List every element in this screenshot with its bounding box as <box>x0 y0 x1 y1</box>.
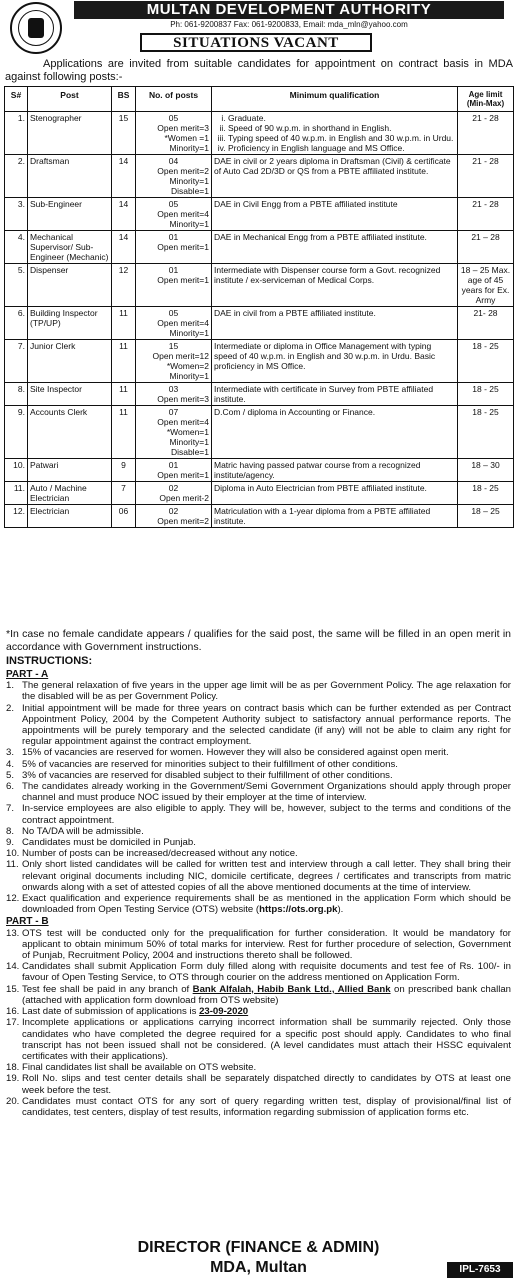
cell-age: 21 – 28 <box>458 231 514 264</box>
instruction-item: 14. Candidates shall submit Application Form duly filled along with requisite documents and test fee of Rs. 100/- in favour of Open Testing Service, to OTS through courier on the address mentioned on Application Form. <box>6 961 511 984</box>
col-header-age: Age limit (Min-Max) <box>458 87 514 112</box>
table-row <box>5 155 514 198</box>
cell-qualification: Intermediate or diploma in Office Management with typing speed of 40 w.p.m. in English and 30 w.p.m. in Urdu. Basic proficiency in MS Office. <box>212 340 458 383</box>
table-row <box>5 482 514 505</box>
cell-posts <box>136 231 212 264</box>
posts-total: 05 <box>168 199 179 209</box>
posts-breakdown: Minority=1 <box>169 371 209 381</box>
cell-age: 21 - 28 <box>458 155 514 198</box>
organization-name: MULTAN DEVELOPMENT AUTHORITY <box>74 1 504 19</box>
instruction-item: 16. Last date of submission of applications is 23-09-2020 <box>6 1006 249 1018</box>
cell-age: 18 - 25 <box>458 383 514 406</box>
instruction-item: 17. Incomplete applications or applications carrying incorrect information shall be summarily rejected. Only those candidates who have completed the degree required for a specific post should apply. Candidates to who final transcript has not been issued shall not be considered. (A level candidates must attach their HSSC equivalent certificates with their applications). <box>6 1017 511 1062</box>
cell-age: 21 - 28 <box>458 198 514 231</box>
cell-qualification: DAE in civil from a PBTE affiliated institute. <box>212 307 458 340</box>
cell-sn: 9. <box>5 406 28 459</box>
posts-total: 05 <box>168 308 179 318</box>
posts-breakdown: Minority=1 <box>169 176 209 186</box>
posts-total: 02 <box>168 483 179 493</box>
cell-post: Junior Clerk <box>28 340 112 383</box>
cell-qualification: Diploma in Auto Electrician from PBTE affiliated institute. <box>212 482 458 505</box>
posts-breakdown: Open merit=4 <box>157 417 209 427</box>
table-row <box>5 383 514 406</box>
qualification-item: i. Graduate. <box>228 113 455 123</box>
cell-bs: 14 <box>112 155 136 198</box>
table-row <box>5 505 514 528</box>
instruction-item: 13. OTS test will be conducted only for the prequalification for further consideration. It would be mandatory for applicant to obtain minimum 50% of total marks for interview. Rest for further procedure of selection, Government of Punjab, Recruitment Policy, 2004 and instructions thereto shall be followed. <box>6 927 511 962</box>
cell-posts <box>136 307 212 340</box>
instructions-title: INSTRUCTIONS: <box>6 655 93 667</box>
posts-breakdown: Minority=1 <box>169 437 209 447</box>
cell-qualification: Matriculation with a 1-year diploma from a PBTE affiliated institute. <box>212 505 458 528</box>
cell-bs: 06 <box>112 505 136 528</box>
cell-posts <box>136 264 212 307</box>
cell-age: 18 - 25 <box>458 406 514 459</box>
posts-breakdown: Minority=1 <box>169 328 209 338</box>
cell-posts <box>136 406 212 459</box>
cell-bs: 14 <box>112 198 136 231</box>
posts-breakdown: Open merit=12 <box>152 351 209 361</box>
cell-sn: 12. <box>5 505 28 528</box>
posts-breakdown: Open merit=4 <box>157 318 209 328</box>
qualification-item: ii. Speed of 90 w.p.m. in shorthand in English. <box>228 123 455 133</box>
cell-posts <box>136 112 212 155</box>
cell-sn: 1. <box>5 112 28 155</box>
table-header-row <box>5 87 514 112</box>
instruction-item: 6. The candidates already working in the Government/Semi Government Organizations should apply through proper channel and must produce NOC issued by their employer at the time of interview. <box>6 781 511 804</box>
posts-breakdown: Disable=1 <box>170 186 209 196</box>
table-row <box>5 198 514 231</box>
cell-posts <box>136 459 212 482</box>
posts-breakdown: Open merit=1 <box>157 470 209 480</box>
col-header-qualification: Minimum qualification <box>212 87 458 112</box>
header <box>0 0 517 83</box>
part-a-heading: PART - A <box>6 669 49 680</box>
posts-breakdown: *Women =1 <box>164 133 209 143</box>
cell-posts <box>136 383 212 406</box>
cell-post: Sub-Engineer <box>28 198 112 231</box>
posts-table <box>4 86 514 528</box>
cell-post: Mechanical Supervisor/ Sub-Engineer (Mechanic) <box>28 231 112 264</box>
cell-posts <box>136 155 212 198</box>
instructions-part-a <box>6 669 511 1118</box>
posts-total: 01 <box>168 265 179 275</box>
cell-post: Electrician <box>28 505 112 528</box>
cell-qualification: D.Com / diploma in Accounting or Finance. <box>212 406 458 459</box>
mda-logo <box>10 2 62 54</box>
instruction-item: 2. Initial appointment will be made for three years on contract basis which can be further extended as per Contract Appointment Policy, 2004 by the Competent Authority subject to satisfactory annual performance reports. The appointments will be purely temporary and the selected candidate (if any) will not be able to claim any right for regular appointment against the contract employment. <box>6 702 511 748</box>
part-b-heading: PART - B <box>6 916 49 928</box>
table-row <box>5 264 514 307</box>
cell-age: 18 – 25 <box>458 505 514 528</box>
table-row <box>5 231 514 264</box>
cell-bs: 11 <box>112 406 136 459</box>
cell-qualification: DAE in Civil Engg from a PBTE affiliated institute <box>212 198 458 231</box>
posts-total: 02 <box>168 506 179 516</box>
instruction-item: 4. 5% of vacancies are reserved for minorities subject to their fulfillment of other conditions. <box>6 758 398 770</box>
cell-qualification: Intermediate with certificate in Survey from PBTE affiliated institute. <box>212 383 458 406</box>
page-title: SITUATIONS VACANT <box>140 33 372 52</box>
cell-bs: 12 <box>112 264 136 307</box>
col-header-bs: BS <box>112 87 136 112</box>
cell-sn: 3. <box>5 198 28 231</box>
cell-sn: 7. <box>5 340 28 383</box>
posts-breakdown: Disable=1 <box>170 447 209 457</box>
posts-breakdown: Minority=1 <box>169 219 209 229</box>
posts-breakdown: Open merit=2 <box>157 516 209 526</box>
cell-bs: 15 <box>112 112 136 155</box>
instruction-item: 12. Exact qualification and experience requirements shall be as mentioned in the application Form which should be downloaded from Open Testing Service (OTS) website (https://ots.org.pk). <box>6 893 511 916</box>
signature-block <box>0 1238 517 1278</box>
posts-breakdown: Open merit=1 <box>157 275 209 285</box>
posts-breakdown: Minority=1 <box>169 143 209 153</box>
table-row <box>5 406 514 459</box>
cell-post: Auto / Machine Electrician <box>28 482 112 505</box>
cell-bs: 14 <box>112 231 136 264</box>
posts-breakdown: Open merit=4 <box>157 209 209 219</box>
posts-total: 01 <box>168 232 179 242</box>
instruction-item: 11. Only short listed candidates will be called for written test and interview through a call letter. They shall bring their relevant original documents including NIC, domicile certificate, degrees / certificates and transcripts from matric onwards along with a set of attested copies of all the above mentioned documents at the time of interview. <box>6 859 511 893</box>
instruction-item: 15. Test fee shall be paid in any branch of Bank Alfalah, Habib Bank Ltd., Allied Bank on prescribed bank challan (attached with application form download from OTS website) <box>6 983 511 1006</box>
posts-breakdown: Open merit=3 <box>157 123 209 133</box>
col-header-post: Post <box>28 87 112 112</box>
instruction-item: 1. The general relaxation of five years in the upper age limit will be as per Government Policy. The age relaxation for the disabled will be as per Government Policy. <box>6 680 511 703</box>
cell-qualification: Matric having passed patwar course from a recognized institute/agency. <box>212 459 458 482</box>
cell-post: Building Inspector (TP/UP) <box>28 307 112 340</box>
cell-qualification: DAE in civil or 2 years diploma in Draftsman (Civil) & certificate of Auto Cad 2D/3D or QS from a PBTE affiliated institute. <box>212 155 458 198</box>
cell-sn: 10. <box>5 459 28 482</box>
ad-reference-badge: IPL-7653 <box>447 1262 513 1278</box>
cell-sn: 4. <box>5 231 28 264</box>
col-header-sn: S# <box>5 87 28 112</box>
cell-post: Stenographer <box>28 112 112 155</box>
posts-total: 03 <box>168 384 179 394</box>
cell-bs: 11 <box>112 307 136 340</box>
cell-bs: 11 <box>112 340 136 383</box>
posts-breakdown: Open merit=1 <box>157 242 209 252</box>
cell-age: 18 – 30 <box>458 459 514 482</box>
cell-qualification: DAE in Mechanical Engg from a PBTE affiliated institute. <box>212 231 458 264</box>
qualification-item: iii. Typing speed of 40 w.p.m. in English and 30 w.p.m. in Urdu. <box>228 133 455 143</box>
posts-total: 04 <box>168 156 179 166</box>
cell-sn: 8. <box>5 383 28 406</box>
table-row <box>5 459 514 482</box>
cell-post: Accounts Clerk <box>28 406 112 459</box>
cell-sn: 6. <box>5 307 28 340</box>
cell-age: 18 – 25 Max. age of 45 years for Ex. Army <box>458 264 514 307</box>
cell-bs: 7 <box>112 482 136 505</box>
posts-total: 15 <box>168 341 179 351</box>
cell-posts <box>136 198 212 231</box>
cell-sn: 11. <box>5 482 28 505</box>
posts-breakdown: Open merit-2 <box>159 493 209 503</box>
intro-text: Applications are invited from suitable candidates for appointment on contract basis in MDA against following posts:- <box>5 58 513 83</box>
instruction-item: 7. In-service employees are also eligible to apply. They will be, however, subject to the terms and conditions of the contract appointment. <box>6 803 511 826</box>
instruction-item: 10. Number of posts can be increased/decreased without any notice. <box>6 848 298 860</box>
cell-bs: 9 <box>112 459 136 482</box>
table-row <box>5 112 514 155</box>
cell-sn: 2. <box>5 155 28 198</box>
posts-breakdown: Open merit=3 <box>157 394 209 404</box>
instruction-item: 18. Final candidates list shall be available on OTS website. <box>6 1062 257 1074</box>
last-date: 23-09-2020 <box>199 1006 249 1018</box>
instruction-item: 9. Candidates must be domiciled in Punjab. <box>6 837 196 849</box>
posts-breakdown: Open merit=2 <box>157 166 209 176</box>
qualification-item: iv. Proficiency in English language and MS Office. <box>228 143 455 153</box>
cell-post: Patwari <box>28 459 112 482</box>
signatory-location: MDA, Multan <box>210 1259 307 1276</box>
posts-breakdown: *Women=2 <box>166 361 209 371</box>
posts-total: 07 <box>168 407 179 417</box>
instruction-item: 5. 3% of vacancies are reserved for disabled subject to their fulfillment of other conditions. <box>6 769 393 781</box>
cell-qualification: Intermediate with Dispenser course form a Govt. recognized institute / ex-serviceman of Medical Corps. <box>212 264 458 307</box>
cell-age: 21 - 28 <box>458 112 514 155</box>
cell-post: Site Inspector <box>28 383 112 406</box>
signatory-title: DIRECTOR (FINANCE & ADMIN) <box>137 1239 380 1256</box>
instruction-item: 20. Candidates must contact OTS for any sort of query regarding written test, display of provisional/final list of candidates, test centers, display of test results, information regarding submission of application forms etc. <box>6 1095 511 1118</box>
table-row <box>5 340 514 383</box>
cell-sn: 5. <box>5 264 28 307</box>
cell-age: 18 - 25 <box>458 340 514 383</box>
contact-line: Ph: 061-9200837 Fax: 061-9200833, Email: mda_mln@yahoo.com <box>170 20 408 29</box>
instruction-item: 3. 15% of vacancies are reserved for women. However they will also be considered against open merit. <box>6 747 449 759</box>
cell-bs: 11 <box>112 383 136 406</box>
bank-names: Bank Alfalah, Habib Bank Ltd., Allied Bank <box>192 983 391 995</box>
instruction-item: 8. No TA/DA will be admissible. <box>6 825 144 837</box>
posts-total: 05 <box>168 113 179 123</box>
cell-post: Dispenser <box>28 264 112 307</box>
cell-post: Draftsman <box>28 155 112 198</box>
cell-age: 18 - 25 <box>458 482 514 505</box>
cell-posts <box>136 340 212 383</box>
cell-posts <box>136 505 212 528</box>
posts-breakdown: *Women=1 <box>166 427 209 437</box>
table-row <box>5 307 514 340</box>
cell-qualification <box>212 112 458 155</box>
cell-posts <box>136 482 212 505</box>
instruction-item: 19. Roll No. slips and test center details shall be separately dispatched directly to candidates by OTS at least one week before the test. <box>6 1073 511 1096</box>
ots-link[interactable]: https://ots.org.pk <box>259 904 338 916</box>
cell-age: 21- 28 <box>458 307 514 340</box>
female-note: *In case no female candidate appears / qualifies for the said post, the same will be filled in an open merit in accordance with Government instructions. <box>6 628 511 653</box>
posts-total: 01 <box>168 460 179 470</box>
col-header-posts: No. of posts <box>136 87 212 112</box>
